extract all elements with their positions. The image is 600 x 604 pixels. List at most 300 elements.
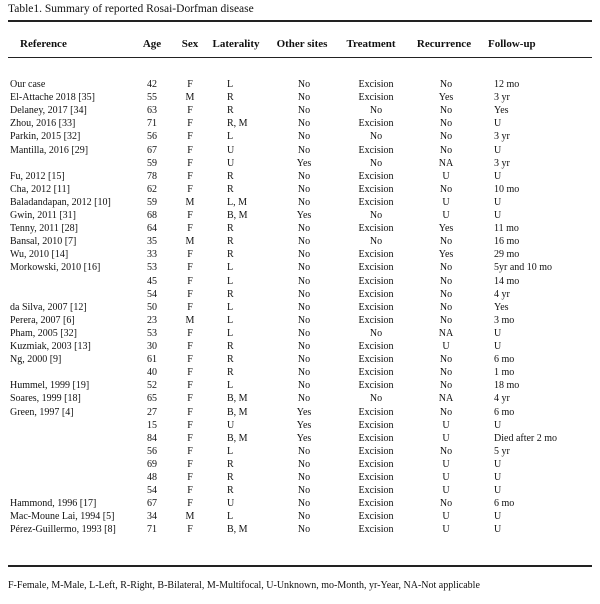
cell-recurrence: U [442, 472, 450, 483]
cell-recurrence: Yes [438, 249, 454, 261]
table-row [0, 314, 600, 327]
cell-follow-up: 6 mo [494, 354, 515, 366]
cell-laterality: R [227, 472, 234, 483]
cell-treatment: Excision [358, 367, 394, 379]
cell-age: 56 [147, 131, 157, 143]
table-row [0, 170, 600, 183]
cell-age: 55 [147, 92, 157, 104]
cell-follow-up: 5 yr [494, 445, 510, 457]
cell-laterality: R [227, 105, 234, 117]
cell-treatment: Excision [358, 485, 394, 497]
cell-age: 56 [147, 445, 157, 457]
cell-follow-up: 12 mo [494, 79, 520, 90]
cell-recurrence: No [439, 354, 453, 366]
cell-recurrence: U [442, 458, 450, 470]
cell-laterality: R [227, 341, 234, 352]
cell-other-sites: No [297, 249, 311, 261]
cell-reference: Baladandapan, 2012 [10] [10, 196, 111, 208]
cell-other-sites: No [297, 196, 311, 208]
cell-recurrence: No [439, 314, 453, 326]
cell-treatment: Excision [358, 275, 394, 287]
cell-sex: F [187, 105, 193, 117]
cell-laterality: U [227, 419, 235, 431]
cell-laterality: L [227, 445, 234, 457]
cell-follow-up: U [494, 419, 502, 431]
cell-follow-up: U [494, 118, 502, 130]
cell-other-sites: No [297, 485, 311, 497]
cell-laterality: R [227, 485, 234, 497]
cell-laterality: L [227, 511, 234, 523]
cell-sex: F [187, 524, 193, 536]
cell-laterality: R [227, 223, 234, 235]
table-row [0, 471, 600, 484]
cell-follow-up: U [494, 144, 502, 156]
header-recurrence: Recurrence [416, 38, 472, 50]
cell-reference: Cha, 2012 [11] [10, 183, 70, 195]
header-sex: Sex [181, 38, 199, 50]
table-row [0, 327, 600, 340]
table-row [0, 117, 600, 130]
cell-reference: Wu, 2010 [14] [10, 249, 69, 261]
cell-follow-up: 11 mo [494, 223, 519, 235]
header-age: Age [142, 38, 162, 50]
cell-sex: F [187, 393, 193, 405]
cell-age: 48 [147, 472, 157, 483]
cell-treatment: Excision [358, 511, 394, 523]
cell-laterality: R [227, 183, 234, 195]
table-row [0, 130, 600, 143]
cell-follow-up: U [494, 524, 502, 536]
cell-sex: F [187, 445, 193, 457]
cell-treatment: Excision [358, 262, 394, 274]
cell-sex: F [187, 432, 193, 444]
cell-laterality: B, M [227, 210, 248, 221]
cell-treatment: Excision [358, 249, 394, 261]
cell-treatment: Excision [358, 354, 394, 366]
cell-age: 23 [147, 314, 157, 326]
cell-age: 69 [147, 458, 157, 470]
cell-treatment: No [369, 131, 383, 143]
header-treatment: Treatment [346, 38, 396, 50]
cell-follow-up: 18 mo [494, 380, 520, 392]
cell-reference: Parkin, 2015 [32] [10, 131, 81, 143]
cell-follow-up: 3 yr [494, 157, 510, 169]
cell-reference: Pérez-Guillermo, 1993 [8] [10, 524, 116, 536]
cell-treatment: Excision [358, 144, 394, 156]
table-row [0, 458, 600, 471]
cell-recurrence: No [439, 406, 453, 418]
cell-sex: F [187, 472, 193, 483]
cell-laterality: U [227, 157, 235, 169]
cell-recurrence: U [442, 511, 450, 523]
cell-laterality: R [227, 367, 234, 379]
table-row [0, 510, 600, 523]
cell-recurrence: U [442, 524, 450, 536]
cell-follow-up: U [494, 485, 502, 497]
cell-sex: F [187, 367, 193, 379]
cell-sex: F [187, 485, 193, 497]
cell-sex: F [187, 458, 193, 470]
cell-sex: F [187, 223, 193, 235]
table-row [0, 353, 600, 366]
cell-other-sites: No [297, 236, 311, 248]
table-row [0, 497, 600, 510]
cell-other-sites: Yes [296, 406, 312, 418]
table-footnote: F-Female, M-Male, L-Left, R-Right, B-Bilateral, M-Multifocal, U-Unknown, mo-Month, yr-Year, NA-Not applicable [8, 580, 480, 591]
cell-other-sites: No [297, 524, 311, 536]
cell-laterality: B, M [227, 406, 248, 418]
cell-sex: F [187, 210, 193, 221]
cell-other-sites: No [297, 498, 311, 510]
cell-age: 34 [147, 511, 157, 523]
cell-age: 59 [147, 196, 157, 208]
cell-age: 63 [147, 105, 157, 117]
cell-other-sites: Yes [296, 432, 312, 444]
cell-sex: F [187, 275, 193, 287]
cell-treatment: No [369, 157, 383, 169]
cell-sex: F [187, 249, 193, 261]
cell-treatment: No [369, 210, 383, 221]
cell-recurrence: U [442, 432, 450, 444]
cell-other-sites: No [297, 144, 311, 156]
cell-treatment: Excision [358, 498, 394, 510]
cell-recurrence: No [439, 301, 453, 313]
cell-reference: Mac-Moune Lai, 1994 [5] [10, 511, 115, 523]
cell-recurrence: U [442, 210, 450, 221]
cell-age: 42 [147, 79, 157, 90]
cell-sex: M [185, 314, 195, 326]
cell-age: 67 [147, 498, 157, 510]
cell-other-sites: No [297, 262, 311, 274]
table-row [0, 379, 600, 392]
table-row [0, 144, 600, 157]
cell-other-sites: Yes [296, 210, 312, 221]
cell-age: 78 [147, 170, 157, 182]
cell-recurrence: No [439, 105, 453, 117]
cell-sex: F [187, 183, 193, 195]
table-row [0, 248, 600, 261]
cell-follow-up: 4 yr [494, 288, 510, 300]
cell-other-sites: No [297, 288, 311, 300]
cell-reference: Hummel, 1999 [19] [10, 380, 90, 392]
cell-laterality: B, M [227, 393, 248, 405]
cell-laterality: R [227, 92, 234, 104]
cell-follow-up: U [494, 327, 502, 339]
table-row [0, 392, 600, 405]
cell-recurrence: No [439, 275, 453, 287]
table-caption: Table1. Summary of reported Rosai-Dorfman disease [8, 3, 254, 15]
cell-sex: F [187, 341, 193, 352]
cell-sex: F [187, 498, 193, 510]
cell-sex: F [187, 79, 193, 90]
cell-reference: Mantilla, 2016 [29] [10, 144, 89, 156]
cell-age: 61 [147, 354, 157, 366]
cell-laterality: L [227, 79, 234, 90]
header-follow-up: Follow-up [488, 38, 536, 50]
cell-laterality: R, M [227, 118, 248, 130]
cell-age: 15 [147, 419, 157, 431]
cell-follow-up: U [494, 196, 502, 208]
cell-sex: M [185, 92, 195, 104]
cell-age: 50 [147, 301, 157, 313]
table-bottom-rule [8, 565, 592, 567]
cell-recurrence: No [439, 144, 453, 156]
cell-recurrence: No [439, 262, 453, 274]
table-row [0, 340, 600, 353]
header-other-sites: Other sites [276, 38, 328, 50]
cell-other-sites: No [297, 354, 311, 366]
cell-follow-up: 3 yr [494, 92, 510, 104]
cell-other-sites: No [297, 301, 311, 313]
table-top-rule [8, 20, 592, 22]
cell-treatment: Excision [358, 92, 394, 104]
cell-follow-up: 29 mo [494, 249, 520, 261]
cell-age: 84 [147, 432, 157, 444]
cell-follow-up: U [494, 472, 502, 483]
cell-treatment: Excision [358, 183, 394, 195]
cell-treatment: No [369, 327, 383, 339]
cell-treatment: Excision [358, 524, 394, 536]
cell-age: 54 [147, 485, 157, 497]
cell-treatment: Excision [358, 118, 394, 130]
cell-reference: Hammond, 1996 [17] [10, 498, 97, 510]
cell-treatment: Excision [358, 406, 394, 418]
table-header-rule [8, 57, 592, 58]
cell-laterality: R [227, 249, 234, 261]
cell-age: 33 [147, 249, 157, 261]
cell-sex: F [187, 419, 193, 431]
cell-sex: F [187, 131, 193, 143]
cell-other-sites: No [297, 223, 311, 235]
cell-recurrence: No [439, 118, 453, 130]
table-row [0, 484, 600, 497]
cell-laterality: R [227, 354, 234, 366]
cell-treatment: Excision [358, 301, 394, 313]
cell-other-sites: No [297, 183, 311, 195]
cell-reference: Zhou, 2016 [33] [10, 118, 76, 130]
cell-treatment: Excision [358, 419, 394, 431]
table-row [0, 261, 600, 274]
cell-follow-up: Yes [494, 301, 509, 313]
cell-reference: Green, 1997 [4] [10, 406, 74, 418]
cell-follow-up: U [494, 341, 502, 352]
cell-follow-up: 3 mo [494, 314, 515, 326]
cell-follow-up: 3 yr [494, 131, 510, 143]
cell-age: 65 [147, 393, 157, 405]
cell-other-sites: No [297, 170, 311, 182]
cell-other-sites: Yes [296, 419, 312, 431]
cell-age: 67 [147, 144, 157, 156]
cell-sex: F [187, 301, 193, 313]
cell-recurrence: No [439, 79, 453, 90]
cell-reference: Our case [10, 79, 46, 90]
cell-treatment: No [369, 105, 383, 117]
cell-sex: F [187, 262, 193, 274]
cell-recurrence: No [439, 131, 453, 143]
header-laterality: Laterality [212, 38, 260, 50]
cell-recurrence: Yes [438, 223, 454, 235]
table-row [0, 91, 600, 104]
cell-sex: F [187, 157, 193, 169]
table-row [0, 301, 600, 314]
cell-reference: El-Attache 2018 [35] [10, 92, 95, 104]
cell-age: 53 [147, 262, 157, 274]
cell-sex: F [187, 170, 193, 182]
cell-treatment: Excision [358, 458, 394, 470]
cell-other-sites: No [297, 341, 311, 352]
cell-laterality: L [227, 262, 234, 274]
cell-treatment: Excision [358, 341, 394, 352]
cell-other-sites: No [297, 314, 311, 326]
cell-age: 27 [147, 406, 157, 418]
cell-follow-up: 14 mo [494, 275, 520, 287]
cell-sex: F [187, 354, 193, 366]
cell-recurrence: No [439, 183, 453, 195]
cell-laterality: L [227, 380, 234, 392]
cell-other-sites: No [297, 118, 311, 130]
cell-recurrence: No [439, 288, 453, 300]
cell-treatment: Excision [358, 380, 394, 392]
cell-recurrence: NA [438, 157, 454, 169]
cell-recurrence: No [439, 367, 453, 379]
cell-recurrence: NA [438, 327, 454, 339]
cell-reference: Ng, 2000 [9] [10, 354, 62, 366]
cell-reference: Gwin, 2011 [31] [10, 210, 77, 221]
cell-treatment: No [369, 393, 383, 405]
cell-age: 64 [147, 223, 157, 235]
cell-recurrence: U [442, 341, 450, 352]
table-row [0, 196, 600, 209]
cell-recurrence: No [439, 380, 453, 392]
cell-follow-up: 16 mo [494, 236, 520, 248]
cell-laterality: R [227, 288, 234, 300]
cell-recurrence: No [439, 498, 453, 510]
cell-treatment: Excision [358, 223, 394, 235]
table-row [0, 523, 600, 536]
cell-reference: Delaney, 2017 [34] [10, 105, 87, 117]
cell-sex: F [187, 144, 193, 156]
cell-age: 40 [147, 367, 157, 379]
cell-treatment: Excision [358, 314, 394, 326]
cell-laterality: U [227, 144, 235, 156]
cell-follow-up: 6 mo [494, 498, 515, 510]
cell-reference: Bansal, 2010 [7] [10, 236, 77, 248]
cell-treatment: No [369, 236, 383, 248]
cell-treatment: Excision [358, 196, 394, 208]
cell-sex: F [187, 288, 193, 300]
table-row [0, 183, 600, 196]
cell-recurrence: Yes [438, 92, 454, 104]
cell-laterality: L [227, 327, 234, 339]
cell-treatment: Excision [358, 445, 394, 457]
cell-treatment: Excision [358, 432, 394, 444]
cell-other-sites: Yes [296, 157, 312, 169]
cell-sex: F [187, 380, 193, 392]
cell-other-sites: No [297, 380, 311, 392]
cell-recurrence: No [439, 445, 453, 457]
cell-follow-up: Died after 2 mo [494, 432, 558, 444]
cell-laterality: L, M [227, 196, 247, 208]
cell-recurrence: U [442, 419, 450, 431]
table-row [0, 235, 600, 248]
cell-other-sites: No [297, 367, 311, 379]
cell-other-sites: No [297, 445, 311, 457]
cell-other-sites: No [297, 92, 311, 104]
cell-follow-up: Yes [494, 105, 509, 117]
cell-other-sites: No [297, 105, 311, 117]
cell-other-sites: No [297, 131, 311, 143]
cell-other-sites: No [297, 327, 311, 339]
cell-age: 30 [147, 341, 157, 352]
cell-age: 71 [147, 524, 157, 536]
cell-recurrence: U [442, 485, 450, 497]
cell-reference: Perera, 2007 [6] [10, 314, 75, 326]
cell-recurrence: U [442, 170, 450, 182]
cell-laterality: B, M [227, 524, 248, 536]
cell-reference: Soares, 1999 [18] [10, 393, 81, 405]
cell-recurrence: NA [438, 393, 454, 405]
cell-age: 68 [147, 210, 157, 221]
table-row [0, 445, 600, 458]
cell-follow-up: 5yr and 10 mo [494, 262, 553, 274]
table-row [0, 288, 600, 301]
cell-reference: Fu, 2012 [15] [10, 170, 65, 182]
cell-laterality: L [227, 301, 234, 313]
table-row [0, 406, 600, 419]
cell-laterality: L [227, 275, 234, 287]
cell-follow-up: U [494, 170, 502, 182]
table-row [0, 209, 600, 222]
table-row [0, 157, 600, 170]
cell-sex: M [185, 196, 195, 208]
cell-age: 35 [147, 236, 157, 248]
cell-follow-up: U [494, 458, 502, 470]
cell-follow-up: 1 mo [494, 367, 515, 379]
cell-other-sites: No [297, 472, 311, 483]
cell-other-sites: No [297, 511, 311, 523]
cell-laterality: U [227, 498, 235, 510]
cell-other-sites: No [297, 275, 311, 287]
cell-laterality: R [227, 170, 234, 182]
cell-laterality: L [227, 314, 234, 326]
cell-follow-up: 4 yr [494, 393, 510, 405]
cell-reference: da Silva, 2007 [12] [10, 301, 87, 313]
cell-follow-up: 6 mo [494, 406, 515, 418]
cell-age: 54 [147, 288, 157, 300]
cell-reference: Tenny, 2011 [28] [10, 223, 78, 235]
cell-sex: F [187, 406, 193, 418]
cell-age: 52 [147, 380, 157, 392]
cell-follow-up: 10 mo [494, 183, 520, 195]
cell-recurrence: U [442, 196, 450, 208]
cell-treatment: Excision [358, 79, 394, 90]
table-row [0, 419, 600, 432]
table-row [0, 366, 600, 379]
cell-age: 53 [147, 327, 157, 339]
cell-follow-up: U [494, 511, 502, 523]
cell-laterality: B, M [227, 432, 248, 444]
table-row [0, 104, 600, 117]
cell-other-sites: No [297, 458, 311, 470]
cell-recurrence: No [439, 236, 453, 248]
cell-other-sites: No [297, 79, 311, 90]
table-row [0, 78, 600, 91]
cell-sex: F [187, 118, 193, 130]
cell-reference: Morkowski, 2010 [16] [10, 262, 101, 274]
cell-treatment: Excision [358, 170, 394, 182]
cell-reference: Pham, 2005 [32] [10, 327, 77, 339]
cell-laterality: R [227, 458, 234, 470]
